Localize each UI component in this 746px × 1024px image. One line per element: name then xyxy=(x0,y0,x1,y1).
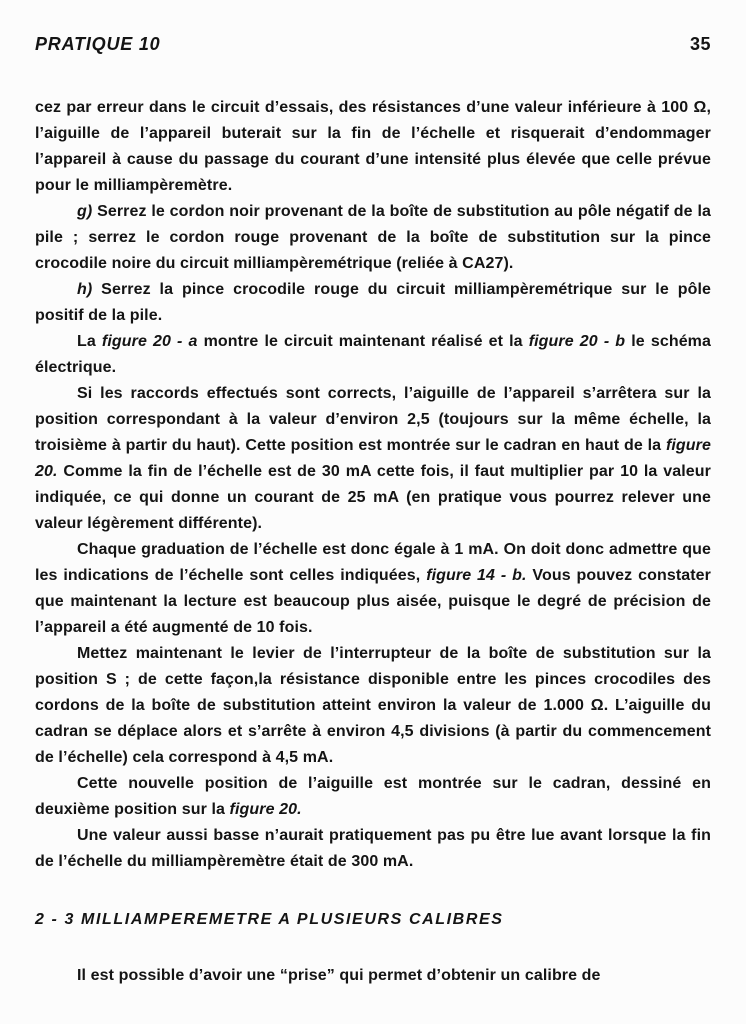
paragraph xyxy=(35,277,711,329)
text-run: Comme la fin de l’échelle est de 30 mA cette fois, il faut multiplier par 10 la valeur indiquée, ce qui donne un courant de 25 mA (en pratique vous pourrez relever une valeur légèrement différente). xyxy=(35,463,711,532)
text-run: montre le circuit maintenant réalisé et la xyxy=(197,333,529,350)
text-run: Une valeur aussi basse n’aurait pratiquement pas pu être lue avant lorsque la fin de l’échelle du milliampèremètre était de 300 mA. xyxy=(35,827,711,870)
italic-text-run: figure 20 - b xyxy=(528,333,626,350)
text-run: Serrez le cordon noir provenant de la boîte de substitution au pôle négatif de la pile ; serrez le cordon rouge provenant de la boîte de substitution sur la pince crocodile noire du circuit milliampèremétrique (reliée à CA27). xyxy=(35,203,711,272)
page-header xyxy=(35,34,711,55)
page-body xyxy=(35,95,711,989)
paragraph xyxy=(35,823,711,875)
text-run: Vous pouvez constater que maintenant la lecture est beaucoup plus aisée, puisque le degré de précision de l’appareil a été augmenté de 10 fois. xyxy=(35,567,712,636)
running-header-title: PRATIQUE 10 xyxy=(35,34,161,54)
text-run: Cette nouvelle position de l’aiguille est montrée sur le cadran, dessiné en deuxième position sur la xyxy=(35,775,711,818)
paragraph xyxy=(35,641,711,771)
text-run: Chaque graduation de l’échelle est donc égale à 1 mA. On doit donc admettre que les indications de l’échelle sont celles indiquées, xyxy=(35,541,711,584)
paragraph xyxy=(35,771,711,823)
paragraph xyxy=(35,329,711,381)
text-run: Serrez la pince crocodile rouge du circuit milliampèremétrique sur le pôle positif de la pile. xyxy=(35,281,711,324)
text-run: le schéma électrique. xyxy=(35,333,712,376)
italic-text-run: g) xyxy=(77,203,98,220)
text-run: Il est possible d’avoir une “prise” qui permet d’obtenir un calibre de xyxy=(77,967,601,984)
italic-text-run: figure 20. xyxy=(35,437,711,480)
italic-text-run: 2 - 3 MILLIAMPEREMETRE A PLUSIEURS CALIBRES xyxy=(35,911,504,928)
paragraph xyxy=(35,537,711,641)
paragraph xyxy=(35,381,711,537)
italic-text-run: h) xyxy=(77,281,102,298)
italic-text-run: figure 20 - a xyxy=(101,333,198,350)
italic-text-run: figure 14 - b. xyxy=(426,567,527,584)
paragraph xyxy=(35,963,711,989)
paragraph xyxy=(35,95,711,199)
section-heading xyxy=(35,907,711,933)
text-run: La xyxy=(77,333,102,350)
text-run: cez par erreur dans le circuit d’essais, des résistances d’une valeur inférieure à 100 Ω, l’aiguille de l’appareil buterait sur la fin de l’échelle et risquerait d’endommager l’appareil à cause du passage du courant d’une intensité plus élevée que celle prévue pour le milliampèremètre. xyxy=(35,99,711,194)
text-run: Mettez maintenant le levier de l’interrupteur de la boîte de substitution sur la position S ; de cette façon,la résistance disponible entre les pinces crocodiles des cordons de la boîte de substitution atteint environ la valeur de 1.000 Ω. L’aiguille du cadran se déplace alors et s’arrête à environ 4,5 divisions (à partir du commencement de l’échelle) cela correspond à 4,5 mA. xyxy=(35,645,711,766)
italic-text-run: figure 20. xyxy=(229,801,302,818)
paragraph xyxy=(35,199,711,277)
text-run: Si les raccords effectués sont corrects, l’aiguille de l’appareil s’arrêtera sur la position correspondant à la valeur d’environ 2,5 (toujours sur la même échelle, la troisième à partir du haut). Cette position est montrée sur le cadran en haut de la xyxy=(35,385,711,454)
page-number: 35 xyxy=(689,34,711,54)
